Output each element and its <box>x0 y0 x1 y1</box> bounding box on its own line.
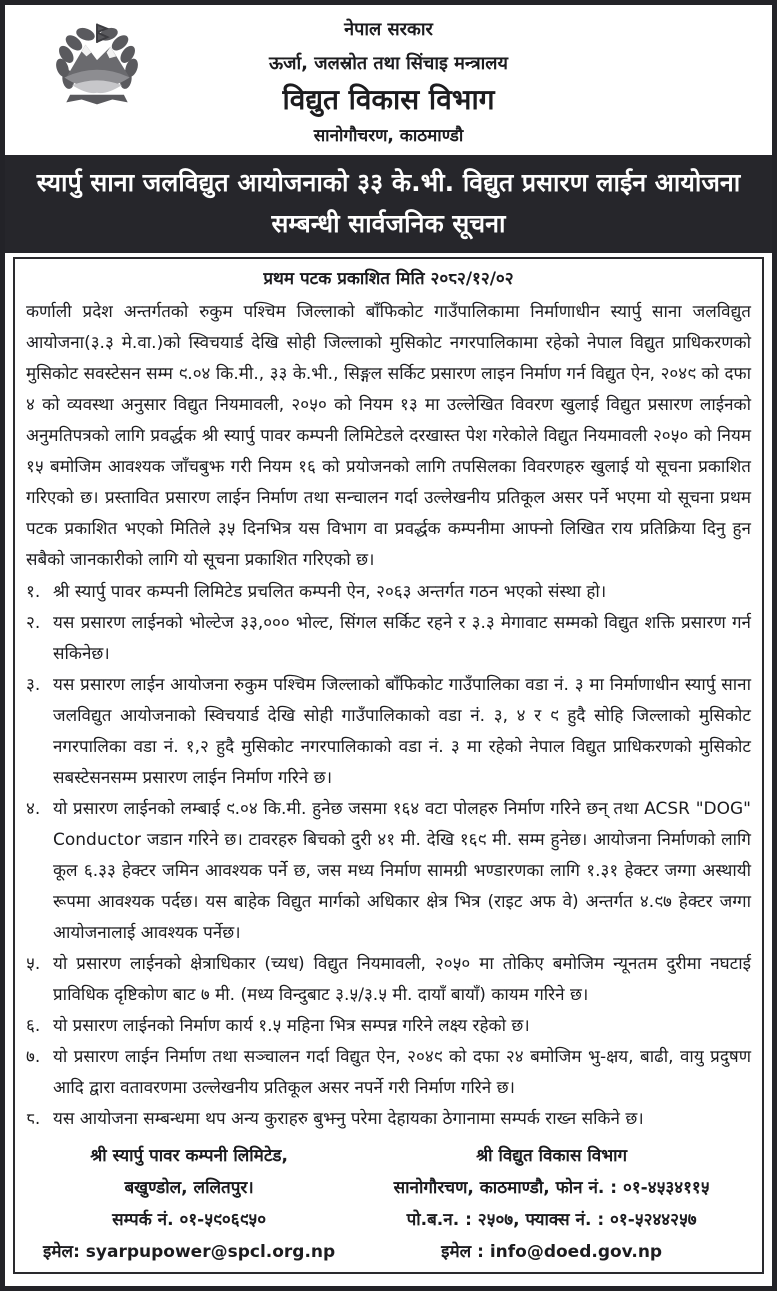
government-name: नेपाल सरकार <box>344 19 433 40</box>
list-item-number: ६. <box>26 1016 41 1036</box>
list-item <box>26 949 751 1011</box>
list-item-number: ३. <box>26 675 41 695</box>
promoter-email: इमेल: syarpupower@spcl.org.np <box>43 1242 336 1262</box>
list-item-number: ८. <box>26 1109 41 1129</box>
list-item-number: २. <box>26 613 41 633</box>
promoter-name: श्री स्यार्पु पावर कम्पनी लिमिटेड, <box>90 1146 288 1166</box>
nepal-emblem-icon <box>49 17 145 111</box>
list-item <box>26 608 751 670</box>
notice-intro-paragraph: कर्णाली प्रदेश अन्तर्गतको रुकुम पश्चिम जिल्लाको बाँफिकोट गाउँपालिकामा निर्माणाधीन स्यार्पु साना जलविद्युत आयोजना(३.३ मे.वा.)को स्विचयार्ड देखि सोही जिल्लाको मुसिकोट नगरपालिकामा रहेको नेपाल विद्युत प्राधिकरणको मुसिकोट सवस्टेसन सम्म ९.०४ कि.मी., ३३ के.भी., सिङ्गल सर्किट प्रसारण लाइन निर्माण गर्न विद्युत ऐन, २०४९ को दफा ४ को व्यवस्था अनुसार विद्युत नियमावली, २०५० को नियम १३ मा उल्लेखित विवरण खुलाई विद्युत प्रसारण लाईनको अनुमतिपत्रको लागि प्रवर्द्धक श्री स्यार्पु पावर कम्पनी लिमिटेडले दरखास्त पेश गरेकोले विद्युत नियमावली २०५० को नियम १५ बमोजिम आवश्यक जाँचबुझ गरी नियम १६ को प्रयोजनको लागि तपसिलका विवरणहरु खुलाई यो सूचना प्रकाशित गरिएको छ। प्रस्तावित प्रसारण लाईन निर्माण तथा सन्चालन गर्दा उल्लेखनीय प्रतिकूल असर पर्ने भएमा यो सूचना प्रथम पटक प्रकाशित भएको मितिले ३५ दिनभित्र यस विभाग वा प्रवर्द्धक कम्पनीमा आफ्नो लिखित राय प्रतिक्रिया दिनु हुन सबैको जानकारीको लागि यो सूचना प्रकाशित गरिएको छ। <box>26 302 751 570</box>
notice-body-frame <box>13 257 764 1274</box>
list-item-text: यस आयोजना सम्बन्धमा थप अन्य कुराहरु बुझ्नु परेमा देहायका ठेगानामा सम्पर्क राख्न सकिने छ। <box>53 1109 644 1129</box>
list-item-number: ५. <box>26 954 41 974</box>
list-item-number: ७. <box>26 1047 41 1067</box>
list-item-number: १. <box>26 582 41 602</box>
contact-footer <box>26 1140 751 1268</box>
list-item <box>26 670 751 794</box>
department-phone: सानोगौरचण, काठमाण्डौ, फोन नं. : ०१-४५३४११५ <box>393 1178 710 1198</box>
list-item <box>26 1011 751 1042</box>
notice-item-list <box>26 577 751 1135</box>
list-item-text: श्री स्यार्पु पावर कम्पनी लिमिटेड प्रचलित कम्पनी ऐन, २०६३ अन्तर्गत गठन भएको संस्था हो। <box>53 582 607 602</box>
list-item <box>26 1104 751 1135</box>
notice-title-banner <box>5 155 772 253</box>
list-item-text: यो प्रसारण लाईनको लम्बाई ९.०४ कि.मी. हुनेछ जसमा १६४ वटा पोलहरु निर्माण गरिने छन् तथा ACSR "DOG" Conductor जडान गरिने छ। टावरहरु बिचको दुरी ४१ मी. देखि १६९ मी. सम्म हुनेछ। आयोजना निर्माणको लागि कूल ६.३३ हेक्टर जमिन आवश्यक पर्ने छ, जस मध्य निर्माण सामग्री भण्डारणका लागि १.३१ हेक्टर जग्गा अस्थायी रूपमा आवश्यक पर्दछ। यस बाहेक विद्युत मार्गको अधिकार क्षेत्र भित्र (राइट अफ वे) अन्तर्गत ४.९७ हेक्टर जग्गा आयोजनालाई आवश्यक पर्नेछ। <box>53 799 751 943</box>
notice-title-line2: सम्बन्धी सार्वजनिक सूचना <box>271 209 506 238</box>
letterhead <box>5 5 772 155</box>
publication-date-line: प्रथम पटक प्रकाशित मिति २०८२/१२/०२ <box>263 269 514 289</box>
department-email: इमेल : info@doed.gov.np <box>441 1242 663 1262</box>
list-item <box>26 577 751 608</box>
list-item-text: यो प्रसारण लाईनको क्षेत्राधिकार (च्यध) विद्युत नियमावली, २०५० मा तोकिए बमोजिम न्यूनतम दुरीमा नघटाई प्राविधिक दृष्टिकोण बाट ७ मी. (मध्य विन्दुबाट ३.५/३.५ मी. दायाँ बायाँ) कायम गरिने छ। <box>53 954 751 1005</box>
notice-title-line1: स्यार्पु साना जलविद्युत आयोजनाको ३३ के.भी. विद्युत प्रसारण लाईन आयोजना <box>36 168 741 197</box>
department-address: सानोगौचरण, काठमाण्डौ <box>313 126 464 146</box>
promoter-contact-block <box>26 1140 352 1268</box>
ministry-name: ऊर्जा, जलस्रोत तथा सिंचाइ मन्त्रालय <box>269 53 508 74</box>
department-contact-name: श्री विद्युत विकास विभाग <box>476 1146 628 1166</box>
list-item <box>26 794 751 949</box>
promoter-address: बखुण्डोल, ललितपुर। <box>124 1178 254 1198</box>
list-item-text: यो प्रसारण लाईन निर्माण तथा सञ्चालन गर्दा विद्युत ऐन, २०४९ को दफा २४ बमोजिम भु-क्षय, बाढी, वायु प्रदुषण आदि द्वारा वतावरणमा उल्लेखनीय प्रतिकूल असर नपर्ने गरी निर्माण गरिने छ। <box>53 1047 751 1098</box>
department-contact-block <box>352 1140 751 1268</box>
list-item <box>26 1042 751 1104</box>
list-item-number: ४. <box>26 799 41 819</box>
department-pobox-fax: पो.ब.न. : २५०७, फ्याक्स नं. : ०१-५२४४२५७ <box>406 1210 697 1230</box>
department-name: विद्युत विकास विभाग <box>282 83 495 116</box>
list-item-text: यो प्रसारण लाईनको निर्माण कार्य १.५ महिना भित्र सम्पन्न गरिने लक्ष्य रहेको छ। <box>53 1016 530 1036</box>
list-item-text: यस प्रसारण लाईनको भोल्टेज ३३,००० भोल्ट, सिंगल सर्किट रहने र ३.३ मेगावाट सम्मको विद्युत शक्ति प्रसारण गर्न सकिनेछ। <box>53 613 751 664</box>
promoter-phone: सम्पर्क नं. ०१-५९०६९५० <box>112 1210 267 1230</box>
list-item-text: यस प्रसारण लाईन आयोजना रुकुम पश्चिम जिल्लाको बाँफिकोट गाउँपालिका वडा नं. ३ मा निर्माणाधीन स्यार्पु साना जलविद्युत आयोजनाको स्विचयार्ड देखि सोही गाउँपालिकाको वडा नं. ३, ४ र ९ हुदै सोहि जिल्लाको मुसिकोट नगरपालिका वडा नं. १,२ हुदै मुसिकोट नगरपालिकाको वडा नं. ३ मा रहेको नेपाल विद्युत प्राधिकरणको मुसिकोट सबस्टेसनसम्म प्रसारण लाईन निर्माण गरिने छ। <box>53 675 751 788</box>
